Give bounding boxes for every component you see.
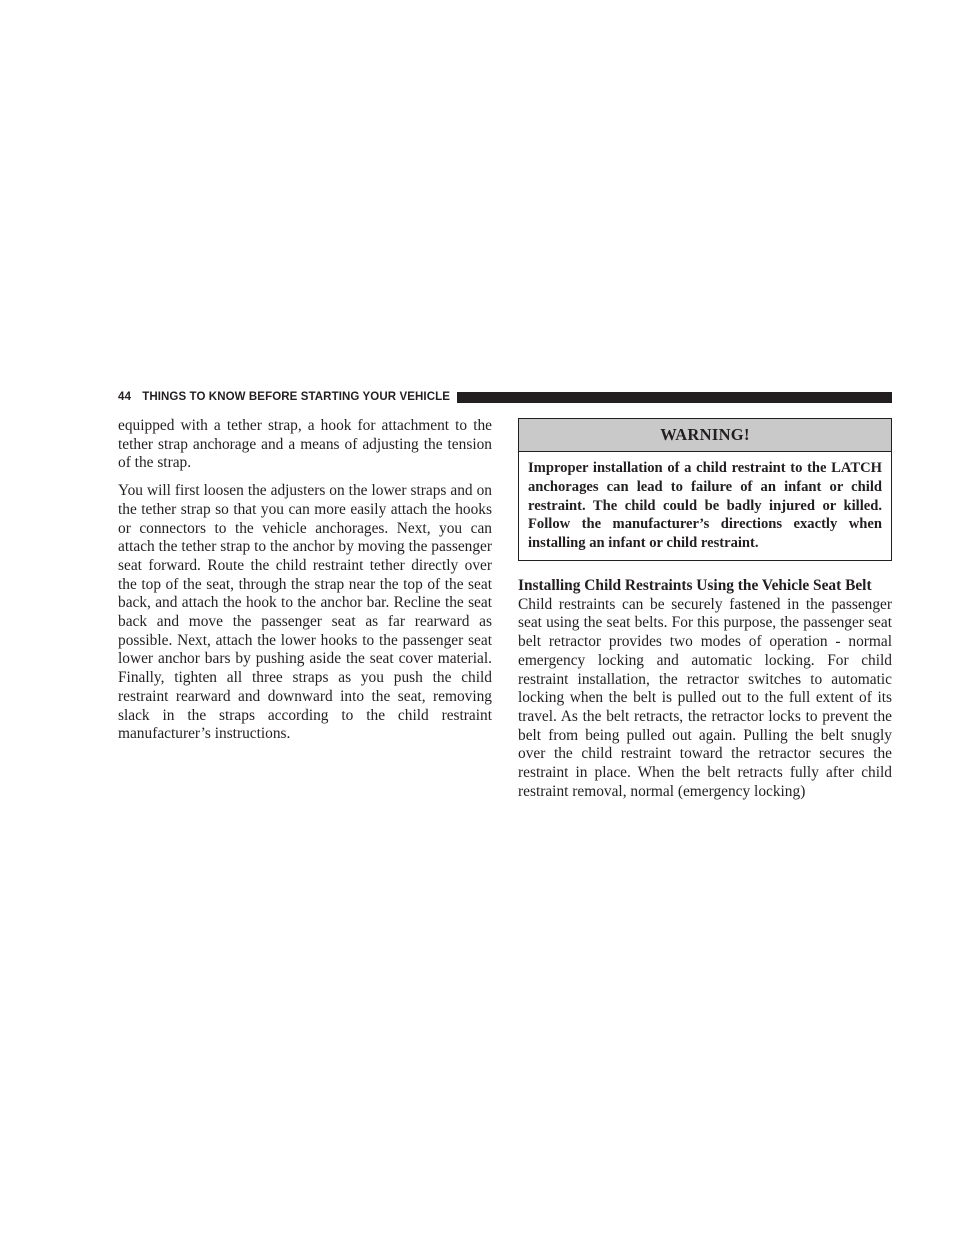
running-title: THINGS TO KNOW BEFORE STARTING YOUR VEHICLE xyxy=(142,391,450,403)
warning-title: WARNING! xyxy=(519,419,891,452)
section-title: Installing Child Restraints Using the Vehicle Seat Belt xyxy=(518,577,872,594)
paragraph-installation-steps: You will first loosen the adjusters on the lower straps and on the tether strap so that you can more easily attach the hooks or connectors to the vehicle anchorages. Next, you can attach the tether strap to the anchor by moving the passenger seat forward. Route the child restraint tether directly over the top of the seat, through the strap near the top of the seat back, and attach the hook to the anchor bar. Recline the seat back and move the passenger seat as far rearward as possible. Next, attach the lower hooks to the passenger seat lower anchor bars by pushing aside the seat cover material. Finally, tighten all three straps as you push the child restraint rearward and downward into the seat, removing slack in the straps according to the child restraint manufacturer’s instructions. xyxy=(118,482,492,743)
left-column xyxy=(118,417,492,744)
page-header xyxy=(118,389,892,405)
header-rule xyxy=(457,392,892,403)
right-column xyxy=(518,418,892,801)
warning-box xyxy=(518,418,892,561)
paragraph-tether-strap: equipped with a tether strap, a hook for attachment to the tether strap anchorage and a means of adjusting the tension of the strap. xyxy=(118,417,492,472)
paragraph-seat-belt: Child restraints can be securely fastened in the passenger seat using the seat belts. For this purpose, the passenger seat belt retractor provides two modes of operation - normal emergency locking and automatic locking. For child restraint installation, the retractor switches to automatic locking when the belt is pulled out to the full extent of its travel. As the belt retracts, the retractor locks to prevent the belt from being pulled out again. Pulling the belt snugly over the child restraint toward the retractor secures the restraint in place. When the belt retracts fully after child restraint removal, normal (emergency locking) xyxy=(518,595,892,800)
page-number: 44 xyxy=(118,391,132,403)
warning-text: Improper installation of a child restraint to the LATCH anchorages can lead to failure of an infant or child restraint. The child could be badly injured or killed. Follow the manufacturer’s directions exactly when installing an infant or child restraint. xyxy=(528,460,882,552)
